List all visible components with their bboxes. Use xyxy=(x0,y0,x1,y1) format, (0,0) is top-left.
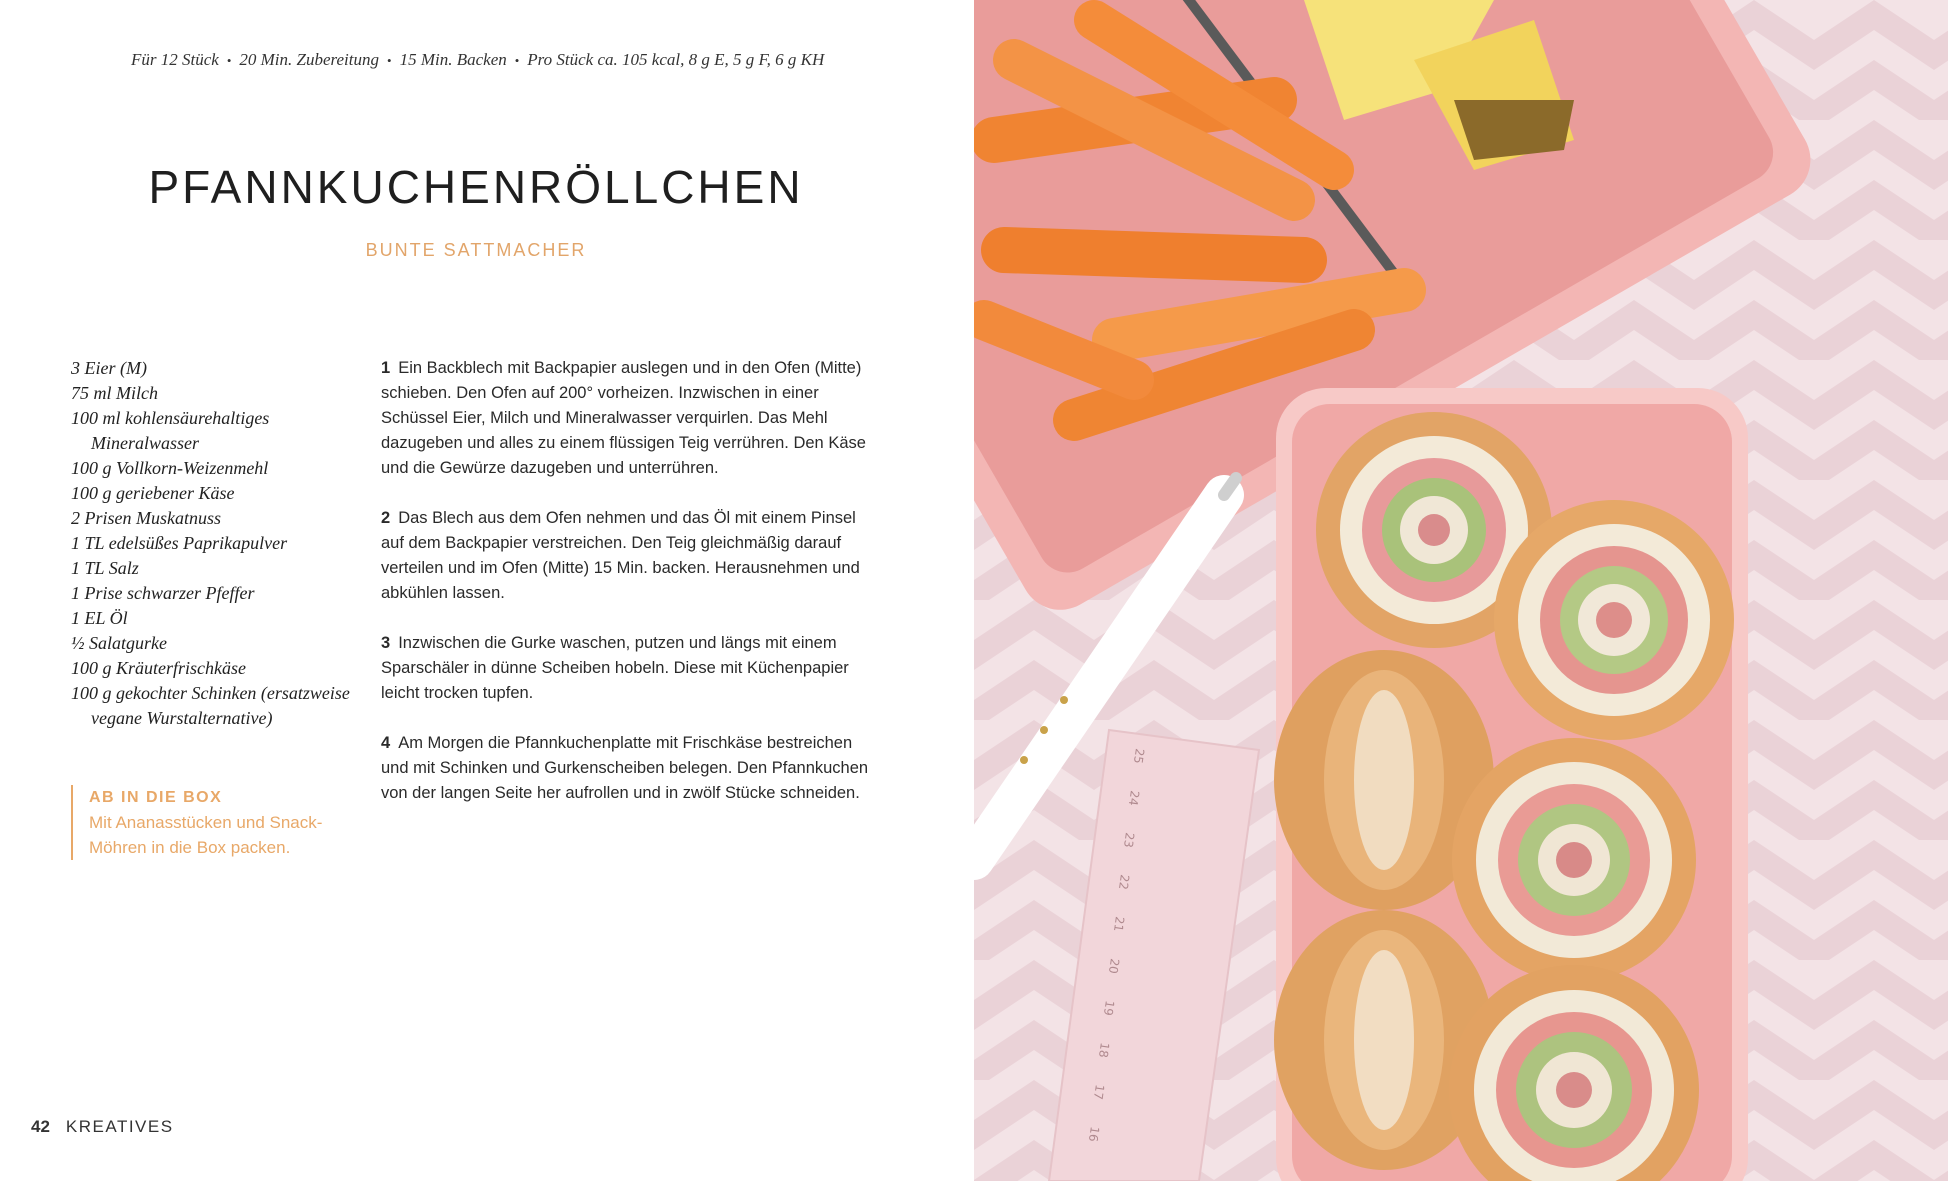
pancake-roll xyxy=(1452,738,1696,982)
step-number: 3 xyxy=(381,634,391,652)
recipe-subtitle: BUNTE SATTMACHER xyxy=(365,240,587,260)
instruction-steps xyxy=(381,356,881,831)
food-photo xyxy=(974,0,1948,1181)
ruler-number: 25 xyxy=(1130,747,1147,765)
bullet-separator: • xyxy=(226,53,232,68)
pancake-roll xyxy=(1494,500,1734,740)
ruler-number: 23 xyxy=(1120,831,1137,849)
ruler-number: 22 xyxy=(1115,873,1132,891)
ingredient-item: 100 g gekochter Schinken (ersatzweise vegane Wurstalternative) xyxy=(71,683,350,728)
ruler-number: 18 xyxy=(1095,1041,1112,1059)
recipe-title: PFANNKUCHENRÖLLCHEN xyxy=(148,161,804,213)
lunchbox-illustration xyxy=(974,0,1948,1181)
ingredient-list xyxy=(71,356,351,731)
ruler-number: 21 xyxy=(1110,915,1127,933)
ingredient-item: 3 Eier (M) xyxy=(71,358,147,378)
prep-time: 20 Min. Zubereitung xyxy=(239,50,380,69)
ruler-number: 16 xyxy=(1085,1125,1102,1143)
ruler-number: 20 xyxy=(1105,957,1122,975)
ingredient-item: 1 TL edelsüßes Paprikapulver xyxy=(71,533,288,553)
tip-title: AB IN DIE BOX xyxy=(89,789,223,806)
tip-text: Mit Ananasstücken und Snack-Möhren in die Box packen. xyxy=(89,813,323,857)
page-number: 42 xyxy=(31,1117,50,1136)
step-3 xyxy=(381,631,881,706)
section-name: KREATIVES xyxy=(65,1117,174,1136)
step-text: Inzwischen die Gurke waschen, putzen und längs mit einem Sparschäler in dünne Scheiben hobeln. Diese mit Küchenpapier leicht trocken tupfen. xyxy=(381,634,849,702)
step-text: Am Morgen die Pfannkuchenplatte mit Frischkäse bestreichen und mit Schinken und Gurkenscheiben belegen. Den Pfannkuchen von der langen Seite her aufrollen und in zwölf Stücke schneiden. xyxy=(381,734,869,802)
ruler-number: 19 xyxy=(1100,999,1117,1017)
step-number: 2 xyxy=(381,509,391,527)
ingredient-item: 75 ml Milch xyxy=(71,383,158,403)
bake-time: 15 Min. Backen xyxy=(399,50,507,69)
ingredient-item: 100 g Vollkorn-Weizenmehl xyxy=(71,458,269,478)
nutrition-info: Pro Stück ca. 105 kcal, 8 g E, 5 g F, 6 g KH xyxy=(527,50,825,69)
ingredient-item: ½ Salatgurke xyxy=(71,633,167,653)
step-4 xyxy=(381,731,881,806)
page-footer xyxy=(31,1117,174,1137)
ingredient-item: 100 ml kohlensäurehaltiges Mineralwasser xyxy=(71,408,270,453)
step-1 xyxy=(381,356,881,481)
ingredient-item: 2 Prisen Muskatnuss xyxy=(71,508,221,528)
step-number: 4 xyxy=(381,734,391,752)
step-text: Das Blech aus dem Ofen nehmen und das Öl mit einem Pinsel auf dem Backpapier verstreichen. Den Teig gleichmäßig darauf verteilen und im Ofen (Mitte) 15 Min. backen. Herausnehmen und abkühlen lassen. xyxy=(381,509,860,602)
ruler-number: 17 xyxy=(1090,1083,1107,1101)
tip-box xyxy=(71,785,359,860)
bullet-separator: • xyxy=(387,53,392,68)
step-text: Ein Backblech mit Backpapier auslegen und in den Ofen (Mitte) schieben. Den Ofen auf 200° vorheizen. Inzwischen in einer Schüssel Eier, Milch und Mineralwasser verquirlen. Das Mehl dazugeben und alles zu einem flüssigen Teig verrühren. Den Käse und die Gewürze dazugeben und unterrühren. xyxy=(381,359,866,477)
ingredient-item: 1 Prise schwarzer Pfeffer xyxy=(71,583,255,603)
step-2 xyxy=(381,506,881,606)
ingredient-item: 100 g geriebener Käse xyxy=(71,483,235,503)
ruler-number: 24 xyxy=(1125,789,1142,807)
step-number: 1 xyxy=(381,359,391,377)
ingredient-item: 1 TL Salz xyxy=(71,558,139,578)
ingredient-item: 1 EL Öl xyxy=(71,608,128,628)
pancake-rolls xyxy=(1274,412,1734,1181)
ingredient-item: 100 g Kräuterfrischkäse xyxy=(71,658,246,678)
recipe-meta xyxy=(131,50,851,70)
servings: Für 12 Stück xyxy=(131,50,219,69)
bullet-separator: • xyxy=(514,53,520,68)
